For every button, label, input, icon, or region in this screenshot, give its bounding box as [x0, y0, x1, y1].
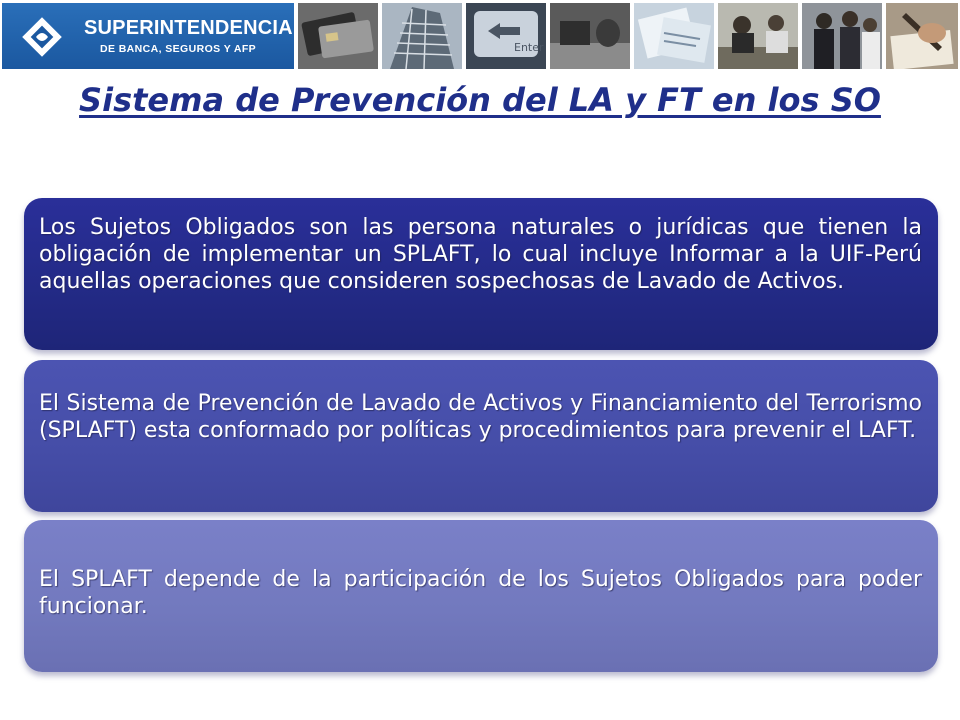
info-box-text: El Sistema de Prevención de Lavado de Activos y Financiamiento del Terrorismo (SPLAFT) esta conformado por políticas y procedimientos para prevenir el LAFT. [39, 391, 922, 443]
logo-subtitle: DE BANCA, SEGUROS Y AFP [100, 43, 257, 55]
info-box-text: El SPLAFT depende de la participación de los Sujetos Obligados para poder funcionar. [39, 567, 922, 619]
header-banner [0, 0, 960, 72]
photo-meeting [718, 3, 798, 69]
keyboard-enter-label: Enter [514, 41, 544, 54]
photo-signing [886, 3, 958, 69]
info-box-sujetos-obligados [24, 198, 938, 350]
logo-title: SUPERINTENDENCIA [84, 17, 293, 39]
slide-title: Sistema de Prevención del LA y FT en los SO [79, 81, 881, 119]
photo-documents [634, 3, 714, 69]
info-box-splaft-definition [24, 360, 938, 512]
photo-desk [550, 3, 630, 69]
photo-credit-card [298, 3, 378, 69]
info-box-text: Los Sujetos Obligados son las persona naturales o jurídicas que tienen la obligación de implementar un SPLAFT, lo cual incluye Informar a la UIF-Perú aquellas operaciones que consideren sospechosas de Lavado de Activos. [39, 215, 922, 294]
photo-people [802, 3, 882, 69]
info-box-splaft-dependence [24, 520, 938, 672]
photo-keyboard [466, 3, 546, 69]
sbs-logo [2, 3, 294, 69]
logo-diamond-icon [20, 15, 64, 59]
photo-building [382, 3, 462, 69]
